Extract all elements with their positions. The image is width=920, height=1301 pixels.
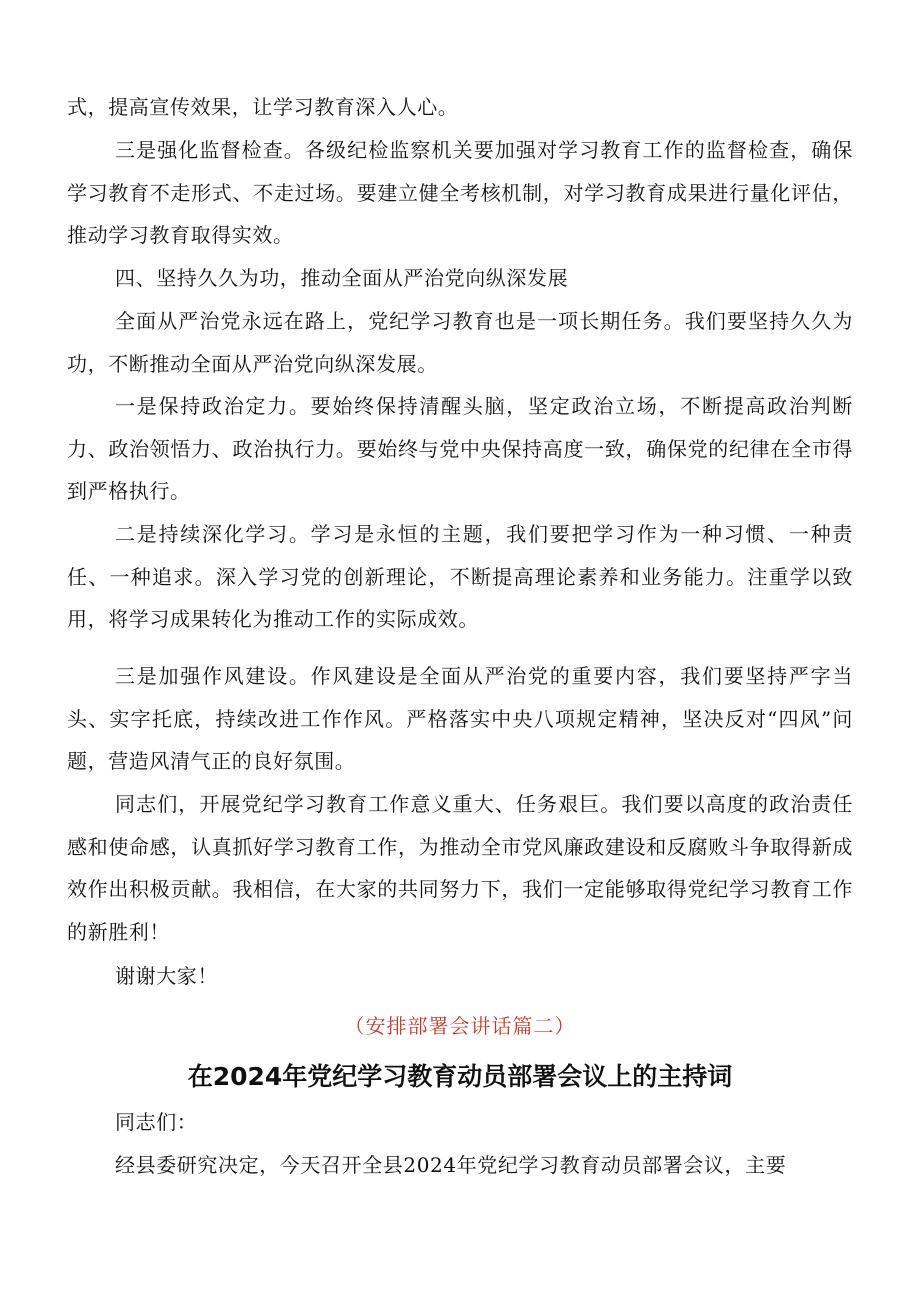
paragraph-closing-remarks: 同志们，开展党纪学习教育工作意义重大、任务艰巨。我们要以高度的政治责任感和使命感，认真抓好学习教育工作，为推动全市党风廉政建设和反腐败斗争取得新成效作出积极贡献。我相信，在大家的共同努力下，我们一定能够取得党纪学习教育工作的新胜利！	[67, 792, 853, 944]
paragraph-political-resolve: 一是保持政治定力。要始终保持清醒头脑，坚定政治立场，不断提高政治判断力、政治领悟力、政治执行力。要始终与党中央保持高度一致，确保党的纪律在全市得到严格执行。	[67, 394, 853, 503]
paragraph-long-term-task: 全面从严治党永远在路上，党纪学习教育也是一项长期任务。我们要坚持久久为功，不断推动全面从严治党向纵深发展。	[67, 309, 853, 376]
paragraph-supervision: 三是强化监督检查。各级纪检监察机关要加强对学习教育工作的监督检查，确保学习教育不走形式、不走过场。要建立健全考核机制，对学习教育成果进行量化评估，推动学习教育取得实效。	[67, 138, 853, 247]
paragraph-deepen-study: 二是持续深化学习。学习是永恒的主题，我们要把学习作为一种习惯、一种责任、一种追求。深入学习党的创新理论，不断提高理论素养和业务能力。注重学以致用，将学习成果转化为推动工作的实际成效。	[67, 522, 853, 631]
paragraph-work-style: 三是加强作风建设。作风建设是全面从严治党的重要内容，我们要坚持严字当头、实字托底，持续改进工作作风。严格落实中央八项规定精神，坚决反对“四风”问题，营造风清气正的良好氛围。	[67, 664, 853, 773]
greeting: 同志们：	[115, 1110, 198, 1134]
section-label: （安排部署会讲话篇二）	[344, 1014, 576, 1038]
paragraph-thanks: 谢谢大家！	[115, 964, 218, 988]
document-title: 在2024年党纪学习教育动员部署会议上的主持词	[187, 1062, 733, 1091]
paragraph-continuation: 式，提高宣传效果，让学习教育深入人心。	[67, 95, 459, 119]
paragraph-opening: 经县委研究决定，今天召开全县2024年党纪学习教育动员部署会议，主要	[115, 1153, 787, 1177]
section-heading-four: 四、坚持久久为功，推动全面从严治党向纵深发展	[115, 266, 569, 290]
